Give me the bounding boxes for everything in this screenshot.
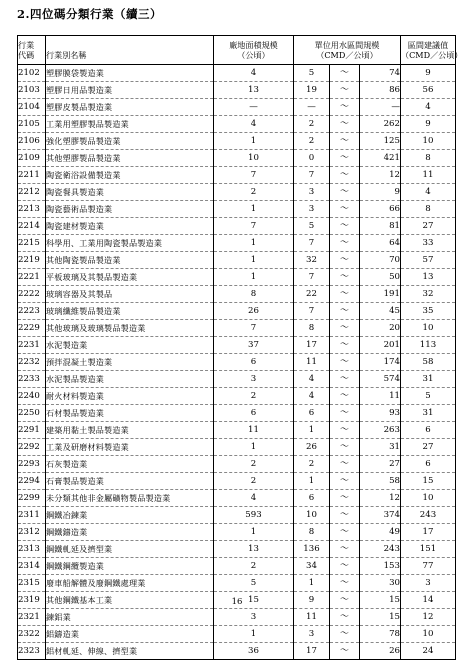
table-row [18,82,456,99]
row-area: 10 [214,150,294,167]
row-suggested-value: 8 [401,201,456,218]
row-water-high: 262 [360,116,401,133]
row-area: 1 [214,439,294,456]
row-name: 鋁材軋延、伸線、擠型業 [46,643,214,660]
row-name: 塑膠日用品製造業 [46,82,214,99]
row-water-range-sep: ～ [330,65,360,82]
row-name: 鋼鐵冶鍊業 [46,507,214,524]
row-water-high: 30 [360,575,401,592]
table-row [18,269,456,286]
row-area: 15 [214,592,294,609]
row-name: 水泥製造業 [46,337,214,354]
row-water-range-sep: ～ [330,371,360,388]
row-code: 2314 [18,558,46,575]
row-name: 鋁鑄造業 [46,626,214,643]
row-area: 6 [214,354,294,371]
row-water-range-sep: ～ [330,303,360,320]
row-water-high: 26 [360,643,401,660]
row-suggested-value: 6 [401,422,456,439]
row-water-low: 7 [294,235,330,252]
row-water-range-sep: ～ [330,201,360,218]
row-water-low: 136 [294,541,330,558]
row-suggested-value: 5 [401,388,456,405]
row-suggested-value: 3 [401,575,456,592]
table-row [18,184,456,201]
row-suggested-value: 27 [401,218,456,235]
row-area: 2 [214,473,294,490]
row-code: 2109 [18,150,46,167]
table-row [18,252,456,269]
table-row [18,167,456,184]
row-area: 593 [214,507,294,524]
row-area: 3 [214,371,294,388]
row-name: 陶瓷衛浴設備製造業 [46,167,214,184]
row-area: 13 [214,541,294,558]
row-area: 1 [214,269,294,286]
row-water-low: 8 [294,320,330,337]
row-water-high: 12 [360,167,401,184]
row-suggested-value: 13 [401,269,456,286]
row-area: 1 [214,524,294,541]
row-area: 2 [214,558,294,575]
row-code: 2104 [18,99,46,116]
row-name: 其他陶瓷製品製造業 [46,252,214,269]
table-row [18,388,456,405]
table-row [18,201,456,218]
row-suggested-value: 9 [401,116,456,133]
row-name: 平板玻璃及其製品製造業 [46,269,214,286]
row-water-low: 1 [294,422,330,439]
row-water-range-sep: ～ [330,422,360,439]
row-name: 塑膠皮製品製造業 [46,99,214,116]
row-water-range-sep: ～ [330,82,360,99]
row-suggested-value: 58 [401,354,456,371]
row-code: 2321 [18,609,46,626]
row-code: 2232 [18,354,46,371]
table-row [18,405,456,422]
row-water-low: 0 [294,150,330,167]
row-name: 水泥製品製造業 [46,371,214,388]
row-water-range-sep: ～ [330,507,360,524]
table-body [18,65,456,660]
row-water-low: 22 [294,286,330,303]
row-water-low: 3 [294,626,330,643]
row-water-range-sep: ～ [330,116,360,133]
row-water-low: 7 [294,167,330,184]
row-code: 2291 [18,422,46,439]
row-suggested-value: 6 [401,456,456,473]
row-name: 玻璃纖維製品製造業 [46,303,214,320]
row-water-range-sep: ～ [330,541,360,558]
row-code: 2106 [18,133,46,150]
row-water-high: 574 [360,371,401,388]
row-water-low: 10 [294,507,330,524]
row-area: 5 [214,575,294,592]
row-water-range-sep: ～ [330,558,360,575]
row-water-low: 2 [294,456,330,473]
row-water-high: 153 [360,558,401,575]
row-water-range-sep: ～ [330,320,360,337]
row-water-low: 6 [294,405,330,422]
row-name: 未分類其他非金屬礦物製品製造業 [46,490,214,507]
row-water-high: 374 [360,507,401,524]
row-code: 2319 [18,592,46,609]
row-water-low: 19 [294,82,330,99]
row-code: 2231 [18,337,46,354]
row-water-high: 201 [360,337,401,354]
row-water-range-sep: ～ [330,337,360,354]
row-water-low: 5 [294,65,330,82]
row-code: 2102 [18,65,46,82]
table-row [18,354,456,371]
table-row [18,643,456,660]
row-name: 工業及研磨材料製造業 [46,439,214,456]
row-code: 2212 [18,184,46,201]
row-water-high: 49 [360,524,401,541]
table-row [18,116,456,133]
row-suggested-value: 10 [401,320,456,337]
row-code: 2105 [18,116,46,133]
row-water-low: 11 [294,354,330,371]
row-suggested-value: 8 [401,150,456,167]
row-suggested-value: 11 [401,167,456,184]
row-water-high: 9 [360,184,401,201]
row-area: 4 [214,490,294,507]
row-name: 鍊鋁業 [46,609,214,626]
row-suggested-value: 35 [401,303,456,320]
table-row [18,337,456,354]
table-row [18,558,456,575]
row-code: 2311 [18,507,46,524]
row-area: 1 [214,626,294,643]
row-water-high: 81 [360,218,401,235]
row-code: 2211 [18,167,46,184]
row-name: 鋼鐵軋延及擠型業 [46,541,214,558]
row-name: 鋼鐵鋼纜製造業 [46,558,214,575]
row-water-low: 17 [294,337,330,354]
row-water-range-sep: ～ [330,354,360,371]
row-code: 2103 [18,82,46,99]
header-name: 行業別名稱 [46,36,214,65]
row-water-low: 4 [294,371,330,388]
row-water-range-sep: ～ [330,235,360,252]
row-water-low: 8 [294,524,330,541]
row-name: 石膏製品製造業 [46,473,214,490]
row-suggested-value: 15 [401,473,456,490]
row-code: 2299 [18,490,46,507]
row-water-range-sep: ～ [330,575,360,592]
table-row [18,371,456,388]
row-area: 3 [214,609,294,626]
table-row [18,235,456,252]
table-row [18,320,456,337]
row-water-high: 27 [360,456,401,473]
row-water-low: 11 [294,609,330,626]
row-water-low: 32 [294,252,330,269]
row-water-range-sep: ～ [330,524,360,541]
row-water-high: 64 [360,235,401,252]
row-area: 2 [214,456,294,473]
row-name: 強化塑膠製品製造業 [46,133,214,150]
row-water-low: 2 [294,133,330,150]
row-water-high: 12 [360,490,401,507]
row-water-high: 93 [360,405,401,422]
row-water-range-sep: ～ [330,184,360,201]
row-suggested-value: 31 [401,405,456,422]
row-suggested-value: 4 [401,184,456,201]
row-suggested-value: 77 [401,558,456,575]
row-water-high: 58 [360,473,401,490]
row-water-low: 34 [294,558,330,575]
page-number: 16 [231,597,243,607]
table-row [18,626,456,643]
row-water-range-sep: ～ [330,99,360,116]
row-water-range-sep: ～ [330,439,360,456]
row-name: 塑膠膜袋製造業 [46,65,214,82]
row-name: 廢車船解體及廢鋼鐵處理業 [46,575,214,592]
row-area: 4 [214,65,294,82]
row-suggested-value: 10 [401,626,456,643]
row-water-high: 11 [360,388,401,405]
row-water-high: 15 [360,609,401,626]
section-title: 2.四位碼分類行業（續三） [17,7,163,21]
row-water-high: 421 [360,150,401,167]
row-area: 1 [214,133,294,150]
row-water-high: 74 [360,65,401,82]
row-code: 2312 [18,524,46,541]
row-water-high: 31 [360,439,401,456]
table-row [18,422,456,439]
table-row [18,507,456,524]
row-area: 2 [214,388,294,405]
row-area: 7 [214,218,294,235]
row-suggested-value: 17 [401,524,456,541]
row-water-high: 50 [360,269,401,286]
row-name: 鋼鐵鑄造業 [46,524,214,541]
row-area: 37 [214,337,294,354]
row-code: 2294 [18,473,46,490]
row-water-range-sep: ～ [330,133,360,150]
row-name: 其他塑膠製品製造業 [46,150,214,167]
table-header-row [18,36,456,65]
row-code: 2219 [18,252,46,269]
row-area: 26 [214,303,294,320]
header-build: 區間建議值 （CMD／公頃） [401,36,456,65]
row-water-low: 5 [294,218,330,235]
row-water-range-sep: ～ [330,643,360,660]
row-water-low: 7 [294,303,330,320]
table-row [18,99,456,116]
row-code: 2223 [18,303,46,320]
row-area: 13 [214,82,294,99]
table-row [18,473,456,490]
row-suggested-value: 9 [401,65,456,82]
row-area: 8 [214,286,294,303]
row-water-range-sep: ～ [330,286,360,303]
header-water: 單位用水區間規模 （CMD／公頃） [294,36,401,65]
header-area: 廠地面積規模 （公頃） [214,36,294,65]
table-row [18,524,456,541]
row-water-range-sep: ～ [330,473,360,490]
row-code: 2322 [18,626,46,643]
row-water-high: 125 [360,133,401,150]
row-code: 2215 [18,235,46,252]
row-water-range-sep: ～ [330,150,360,167]
row-water-range-sep: ～ [330,167,360,184]
row-water-low: 9 [294,592,330,609]
row-water-low: 1 [294,473,330,490]
row-water-low: 17 [294,643,330,660]
row-area: 1 [214,201,294,218]
row-code: 2240 [18,388,46,405]
industry-water-table [17,35,463,660]
row-suggested-value: 243 [401,507,456,524]
row-water-range-sep: ～ [330,269,360,286]
row-water-low: 26 [294,439,330,456]
row-water-high: 263 [360,422,401,439]
row-water-high: — [360,99,401,116]
row-suggested-value: 57 [401,252,456,269]
table-row [18,286,456,303]
row-water-low: 6 [294,490,330,507]
row-suggested-value: 56 [401,82,456,99]
row-suggested-value: 33 [401,235,456,252]
table-row [18,218,456,235]
row-area: 2 [214,184,294,201]
table-row [18,303,456,320]
row-area: 1 [214,252,294,269]
row-water-range-sep: ～ [330,405,360,422]
row-code: 2293 [18,456,46,473]
row-name: 耐火材料製造業 [46,388,214,405]
row-name: 陶瓷餐具製造業 [46,184,214,201]
row-water-high: 15 [360,592,401,609]
row-water-range-sep: ～ [330,592,360,609]
row-water-range-sep: ～ [330,388,360,405]
row-name: 其他鋼鐵基本工業 [46,592,214,609]
row-water-low: 1 [294,575,330,592]
row-water-high: 191 [360,286,401,303]
row-suggested-value: 32 [401,286,456,303]
row-area: 4 [214,116,294,133]
row-area: 7 [214,320,294,337]
row-water-low: 2 [294,116,330,133]
row-code: 2213 [18,201,46,218]
row-water-low: — [294,99,330,116]
row-name: 預拌混凝土製造業 [46,354,214,371]
row-water-range-sep: ～ [330,218,360,235]
row-code: 2323 [18,643,46,660]
row-area: — [214,99,294,116]
row-code: 2315 [18,575,46,592]
row-suggested-value: 113 [401,337,456,354]
row-suggested-value: 151 [401,541,456,558]
row-code: 2292 [18,439,46,456]
table-row [18,65,456,82]
row-area: 36 [214,643,294,660]
row-suggested-value: 14 [401,592,456,609]
row-water-high: 66 [360,201,401,218]
table-row [18,541,456,558]
row-water-high: 70 [360,252,401,269]
row-water-high: 174 [360,354,401,371]
table-row [18,150,456,167]
row-code: 2233 [18,371,46,388]
row-suggested-value: 12 [401,609,456,626]
row-name: 石灰製造業 [46,456,214,473]
table-row [18,575,456,592]
row-name: 陶瓷藝術品製造業 [46,201,214,218]
row-code: 2221 [18,269,46,286]
row-name: 建築用黏土製品製造業 [46,422,214,439]
row-water-low: 4 [294,388,330,405]
row-code: 2250 [18,405,46,422]
row-water-range-sep: ～ [330,626,360,643]
row-area: 11 [214,422,294,439]
row-area: 1 [214,235,294,252]
row-suggested-value: 31 [401,371,456,388]
row-name: 工業用塑膠製品製造業 [46,116,214,133]
row-water-high: 243 [360,541,401,558]
row-name: 石材製品製造業 [46,405,214,422]
table-row [18,456,456,473]
row-code: 2313 [18,541,46,558]
row-water-high: 20 [360,320,401,337]
row-suggested-value: 24 [401,643,456,660]
row-name: 玻璃容器及其製品 [46,286,214,303]
row-code: 2222 [18,286,46,303]
row-name: 陶瓷建材製造業 [46,218,214,235]
row-area: 6 [214,405,294,422]
row-water-high: 78 [360,626,401,643]
table-row [18,609,456,626]
row-water-low: 3 [294,201,330,218]
row-water-range-sep: ～ [330,252,360,269]
table-row [18,133,456,150]
row-water-low: 7 [294,269,330,286]
row-water-low: 3 [294,184,330,201]
row-suggested-value: 10 [401,133,456,150]
row-area: 7 [214,167,294,184]
row-suggested-value: 10 [401,490,456,507]
row-name: 其他玻璃及玻璃製品製造業 [46,320,214,337]
row-water-high: 45 [360,303,401,320]
row-water-range-sep: ～ [330,456,360,473]
row-suggested-value: 27 [401,439,456,456]
row-code: 2229 [18,320,46,337]
row-water-high: 86 [360,82,401,99]
row-code: 2214 [18,218,46,235]
row-water-range-sep: ～ [330,490,360,507]
header-code: 行業 代碼 [18,36,46,65]
table-row [18,439,456,456]
table-row [18,490,456,507]
row-suggested-value: 4 [401,99,456,116]
row-water-range-sep: ～ [330,609,360,626]
row-name: 科學用、工業用陶瓷製品製造業 [46,235,214,252]
